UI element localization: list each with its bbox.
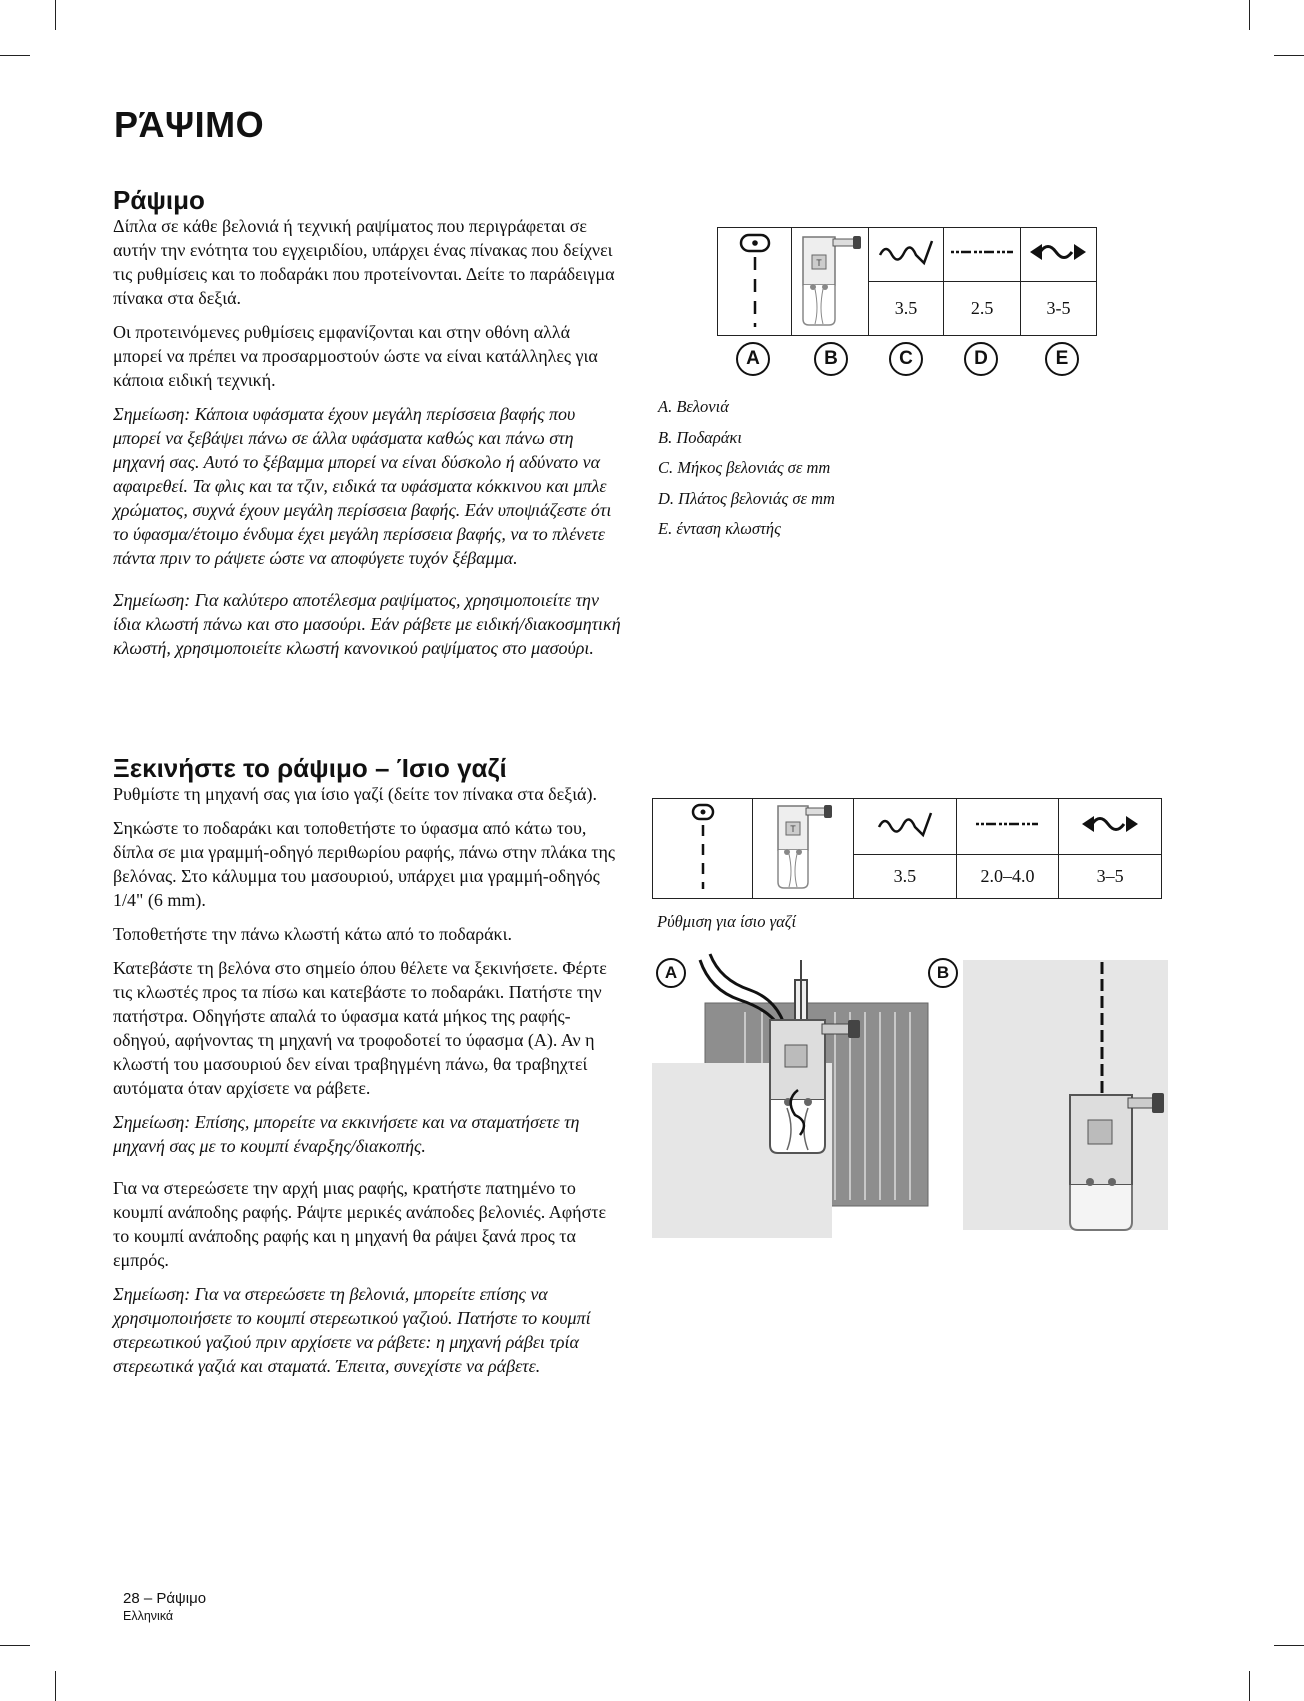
stitch-width-icon (972, 814, 1042, 834)
table-caption: Ρύθμιση για ίσιο γαζί (657, 912, 797, 931)
crop-mark (1274, 1645, 1304, 1646)
stitch-length-icon (875, 809, 935, 839)
paragraph: Κατεβάστε τη βελόνα στο σημείο όπου θέλετε να ξεκινήσετε. Φέρτε τις κλωστές προς τα πίσω και κατεβάστε το ποδαράκι. Πατήστε την πατήστρα. Οδηγήστε απαλά το ύφασμα κατά μήκος της ραφής-οδηγού, αφήνοντας τη μηχανή να τροφοδοτεί το ύφασμα (A). Αν η κλωστή του μασουριού δεν είναι τραβηγμένη πάνω, θα τραβηχτεί αυτόματα όταν αρχίσετε να ράβετε. (113, 958, 607, 1098)
svg-text:T: T (790, 824, 796, 834)
stitch-length-icon (876, 237, 936, 267)
legend-item: B. Ποδαράκι (658, 427, 742, 447)
section-straight-stitch (113, 753, 623, 1388)
crop-mark (55, 0, 56, 30)
stitch-width-icon (947, 242, 1017, 262)
crop-mark (1249, 1671, 1250, 1701)
crop-mark (0, 55, 30, 56)
thread-tension-icon-cell (1020, 228, 1096, 282)
thread-tension-value: 3-5 (1020, 282, 1096, 336)
paragraph: Τοποθετήστε την πάνω κλωστή κάτω από το ποδαράκι. (113, 924, 512, 944)
stitch-length-value: 3.5 (854, 855, 957, 899)
label-a: A (736, 342, 770, 376)
stitch-width-icon-cell (944, 228, 1021, 282)
settings-table-example (717, 227, 1097, 336)
label-c: C (889, 342, 923, 376)
paragraph: Για να στερεώσετε την αρχή μιας ραφής, κρατήστε πατημένο το κουμπί ανάποδης ραφής. Ράψτε μερικές ανάποδες βελονιές. Αφήστε το κουμπί ανάποδης ραφής και η μηχανή θα ράψει ξανά προς τα εμπρός. (113, 1178, 607, 1270)
presser-foot-cell (753, 799, 854, 899)
crop-mark (0, 1645, 30, 1646)
thread-tension-icon-cell (1059, 799, 1162, 855)
stitch-width-icon-cell (956, 799, 1059, 855)
figure-label-a: A (656, 958, 686, 988)
svg-text:T: T (816, 258, 822, 268)
settings-table-straight-stitch (652, 798, 1162, 899)
label-d: D (964, 342, 998, 376)
crop-mark (1249, 0, 1250, 30)
paragraph: Ρυθμίστε τη μηχανή σας για ίσιο γαζί (δείτε τον πίνακα στα δεξιά). (113, 784, 597, 804)
paragraph: Σηκώστε το ποδαράκι και τοποθετήστε το ύφασμα από κάτω του, δίπλα σε μια γραμμή-οδηγό περιθωρίου ραφής, πάνω στην πλάκα της βελόνας. Στο κάλυμμα του μασουριού, υπάρχει μια γραμμή-οδηγός 1/4" (6 mm). (113, 818, 616, 910)
stitch-length-value: 3.5 (868, 282, 944, 336)
sewing-illustration (650, 950, 1170, 1240)
legend-item: C. Μήκος βελονιάς σε mm (658, 458, 831, 477)
label-b: B (814, 342, 848, 376)
presser-foot-cell (792, 228, 869, 336)
presser-foot-icon (768, 800, 838, 892)
needle-icon (683, 801, 723, 891)
page-title: ΡΆΨΙΜΟ (114, 104, 265, 145)
section-sewing (113, 185, 623, 670)
label-e: E (1045, 342, 1079, 376)
table-legend (658, 392, 835, 545)
figure-label-b: B (928, 958, 958, 988)
section-heading: Ξεκινήστε το ράψιμο – Ίσιο γαζί (113, 753, 507, 783)
page-footer (123, 1590, 206, 1623)
paragraph: Δίπλα σε κάθε βελονιά ή τεχνική ραψίματος που περιγράφεται σε αυτήν την ενότητα του εγχειριδίου, υπάρχει ένας πίνακας που δείχνει τις ρυθμίσεις και το ποδαράκι που προτείνονται. Δείτε το παράδειγμα πίνακα στα δεξιά. (113, 216, 615, 308)
stitch-width-value: 2.5 (944, 282, 1021, 336)
legend-item: E. ένταση κλωστής (658, 519, 781, 538)
needle-icon (735, 229, 775, 329)
presser-foot-icon (795, 229, 865, 329)
crop-mark (55, 1671, 56, 1701)
note: Σημείωση: Για να στερεώσετε τη βελονιά, μπορείτε επίσης να χρησιμοποιήσετε το κουμπί στερεωτικού γαζιού. Πατήστε το κουμπί στερεωτικού γαζιού πριν αρχίσετε να ράβετε: η μηχανή ράβει τρία στερεωτικά γαζιά και σταματά. Έπειτα, συνεχίστε να ράβετε. (113, 1284, 591, 1376)
footer-language: Ελληνικά (123, 1609, 174, 1623)
thread-tension-icon (1026, 237, 1090, 267)
note: Σημείωση: Κάποια υφάσματα έχουν μεγάλη περίσσεια βαφής που μπορεί να ξεβάψει πάνω σε άλλα υφάσματα καθώς και πάνω στη μηχανή σας. Αυτό το ξέβαμμα μπορεί να είναι δύσκολο ή αδύνατο να αφαιρεθεί. Τα φλις και τα τζιν, ειδικά τα υφάσματα κόκκινου και μπλε χρώματος, συχνά έχουν μεγάλη περίσσεια βαφής. Εάν υποψιάζεστε ότι το ύφασμα/έτοιμο ένδυμα έχει μεγάλη περίσσεια βαφής, να το πλένετε πάντα πριν το ράψετε ώστε να αποφύγετε τυχόν ξέβαμμα. (113, 404, 612, 568)
page-number: 28 – Ράψιμο (123, 1590, 207, 1607)
needle-cell (718, 228, 792, 336)
note: Σημείωση: Για καλύτερο αποτέλεσμα ραψίματος, χρησιμοποιείτε την ίδια κλωστή πάνω και στο μασούρι. Εάν ράβετε με ειδική/διακοσμητική κλωστή, χρησιμοποιείτε κλωστή κανονικού ραψίματος στο μασούρι. (113, 590, 621, 658)
section-heading: Ράψιμο (113, 185, 205, 215)
legend-item: A. Βελονιά (658, 397, 729, 416)
note: Σημείωση: Επίσης, μπορείτε να εκκινήσετε και να σταματήσετε τη μηχανή σας με το κουμπί έναρξης/διακοπής. (113, 1112, 580, 1156)
thread-tension-icon (1078, 809, 1142, 839)
paragraph: Οι προτεινόμενες ρυθμίσεις εμφανίζονται και στην οθόνη αλλά μπορεί να πρέπει να προσαρμοστούν ώστε να είναι κατάλληλες για κάποια ειδική τεχνική. (113, 322, 598, 390)
legend-item: D. Πλάτος βελονιάς σε mm (658, 488, 835, 508)
stitch-length-icon-cell (868, 228, 944, 282)
crop-mark (1274, 55, 1304, 56)
needle-cell (653, 799, 753, 899)
stitch-width-value: 2.0–4.0 (956, 855, 1059, 899)
stitch-length-icon-cell (854, 799, 957, 855)
thread-tension-value: 3–5 (1059, 855, 1162, 899)
